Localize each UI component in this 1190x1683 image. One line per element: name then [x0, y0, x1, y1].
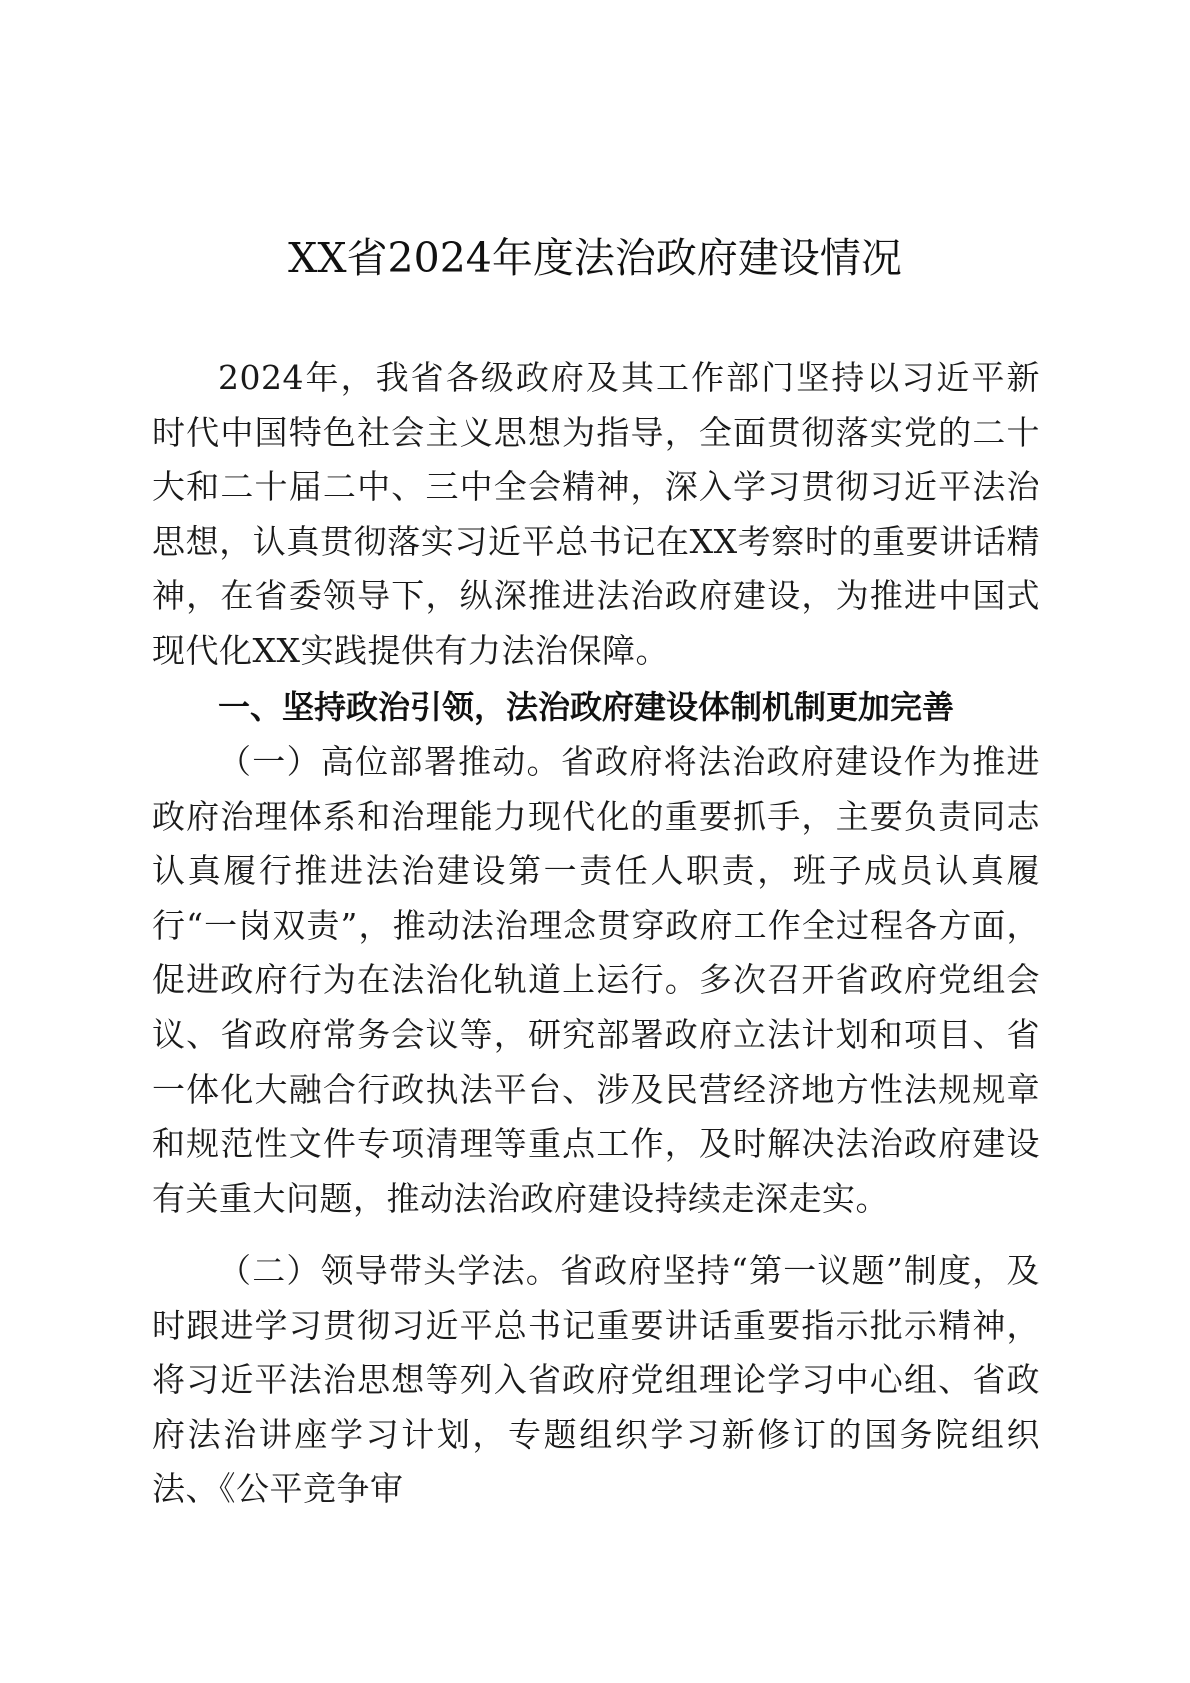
section-paragraph-1: （一）高位部署推动。省政府将法治政府建设作为推进政府治理体系和治理能力现代化的重要抓手，主要负责同志认真履行推进法治建设第一责任人职责，班子成员认真履行“一岗双责”，推动法治理念贯穿政府工作全过程各方面，促进政府行为在法治化轨道上运行。多次召开省政府党组会议、省政府常务会议等，研究部署政府立法计划和项目、省一体化大融合行政执法平台、涉及民营经济地方性法规规章和规范性文件专项清理等重点工作，及时解决法治政府建设有关重大问题，推动法治政府建设持续走深走实。: [152, 742, 1040, 1218]
document-title: XX省2024年度法治政府建设情况: [288, 234, 902, 282]
section-heading: 一、坚持政治引领，法治政府建设体制机制更加完善: [218, 688, 955, 726]
intro-paragraph: 2024年，我省各级政府及其工作部门坚持以习近平新时代中国特色社会主义思想为指导，全面贯彻落实党的二十大和二十届二中、三中全会精神，深入学习贯彻习近平法治思想，认真贯彻落实习近平总书记在XX考察时的重要讲话精神，在省委领导下，纵深推进法治政府建设，为推进中国式现代化XX实践提供有力法治保障。: [152, 358, 1040, 670]
section-paragraph-2: （二）领导带头学法。省政府坚持“第一议题”制度，及时跟进学习贯彻习近平总书记重要讲话重要指示批示精神，将习近平法治思想等列入省政府党组理论学习中心组、省政府法治讲座学习计划，专题组织学习新修订的国务院组织法、《公平竞争审: [152, 1251, 1040, 1509]
